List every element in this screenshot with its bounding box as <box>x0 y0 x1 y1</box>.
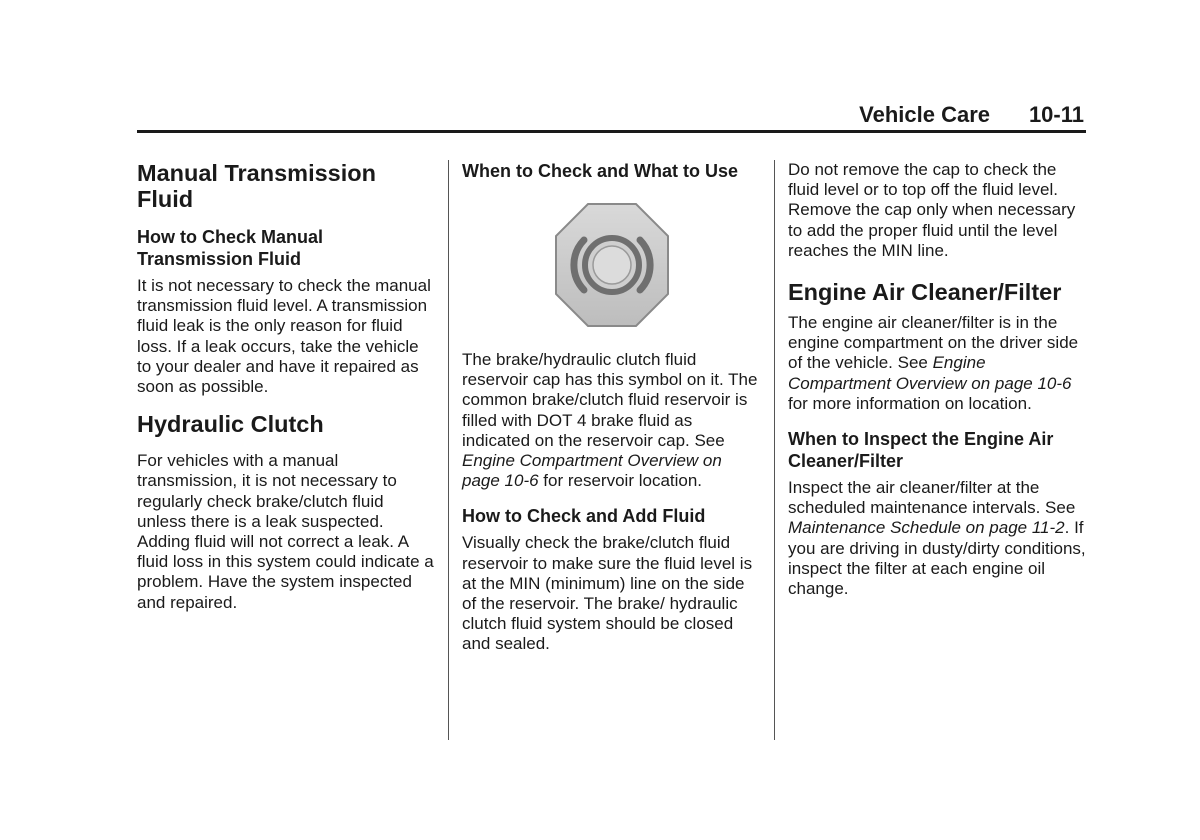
cross-reference-link: Engine Compartment Overview on page 10-6 <box>462 451 722 491</box>
paragraph-cap-removal: Do not remove the cap to check the fluid level or to top off the fluid level. Remove the cap only when necessary to add the proper fluid until the level reaches the MIN line. <box>788 160 1076 260</box>
cross-reference-link: Engine Compartment Overview on page 10-6 <box>788 353 1072 393</box>
cross-reference-link: Maintenance Schedule on page 11-2 <box>788 518 1065 538</box>
brake-fluid-cap-symbol-wrap <box>462 202 762 330</box>
heading-how-to-check-add: How to Check and Add Fluid <box>462 506 706 527</box>
heading-how-to-check-manual: How to Check Manual Transmission Fluid <box>137 227 324 269</box>
heading-manual-transmission-fluid: Manual Transmission Fluid <box>137 160 376 212</box>
heading-when-to-inspect: When to Inspect the Engine Air Cleaner/Filter <box>788 429 1054 472</box>
page-number: 10-11 <box>1028 102 1084 127</box>
paragraph-air-cleaner-location: The engine air cleaner/filter is in the engine compartment on the driver side of the vehicle. See Engine Compartment Overview on page 10-6 for more information on location. <box>788 313 1079 413</box>
heading-when-to-check: When to Check and What to Use <box>462 161 739 181</box>
column-1 <box>137 160 437 627</box>
column-divider-1 <box>448 160 449 740</box>
paragraph-hydraulic-clutch: For vehicles with a manual transmission, it is not necessary to regularly check brake/clutch fluid unless there is a leak suspected. Adding fluid will not correct a leak. A fluid loss in this system could indicate a problem. Have the system inspected and repaired. <box>137 451 434 612</box>
running-header <box>137 100 1086 133</box>
paragraph-manual-transmission: It is not necessary to check the manual transmission fluid level. A transmission fluid leak is the only reason for fluid loss. If a leak occurs, take the vehicle to your dealer and have it repaired as soon as possible. <box>137 276 431 397</box>
column-divider-2 <box>774 160 775 740</box>
section-title: Vehicle Care <box>859 102 990 127</box>
paragraph-inspect-filter: Inspect the air cleaner/filter at the scheduled maintenance intervals. See Maintenance Schedule on page 11-2. If you are driving in dusty/dirty conditions, inspect the filter at each engine oil change. <box>788 478 1086 599</box>
column-2 <box>462 160 762 669</box>
paragraph-reservoir-cap: The brake/hydraulic clutch fluid reservoir cap has this symbol on it. The common brake/clutch fluid reservoir is filled with DOT 4 brake fluid as indicated on the reservoir cap. See Engine Compartment Overview on page 10-6 for reservoir location. <box>462 350 758 491</box>
heading-engine-air-cleaner: Engine Air Cleaner/Filter <box>788 279 1062 306</box>
brake-fluid-cap-icon <box>552 202 672 328</box>
heading-hydraulic-clutch: Hydraulic Clutch <box>137 411 324 438</box>
column-3 <box>788 160 1088 613</box>
paragraph-visual-check: Visually check the brake/clutch fluid reservoir to make sure the fluid level is at the MIN (minimum) line on the side of the reservoir. The brake/ hydraulic clutch fluid system should be closed and sealed. <box>462 533 753 654</box>
